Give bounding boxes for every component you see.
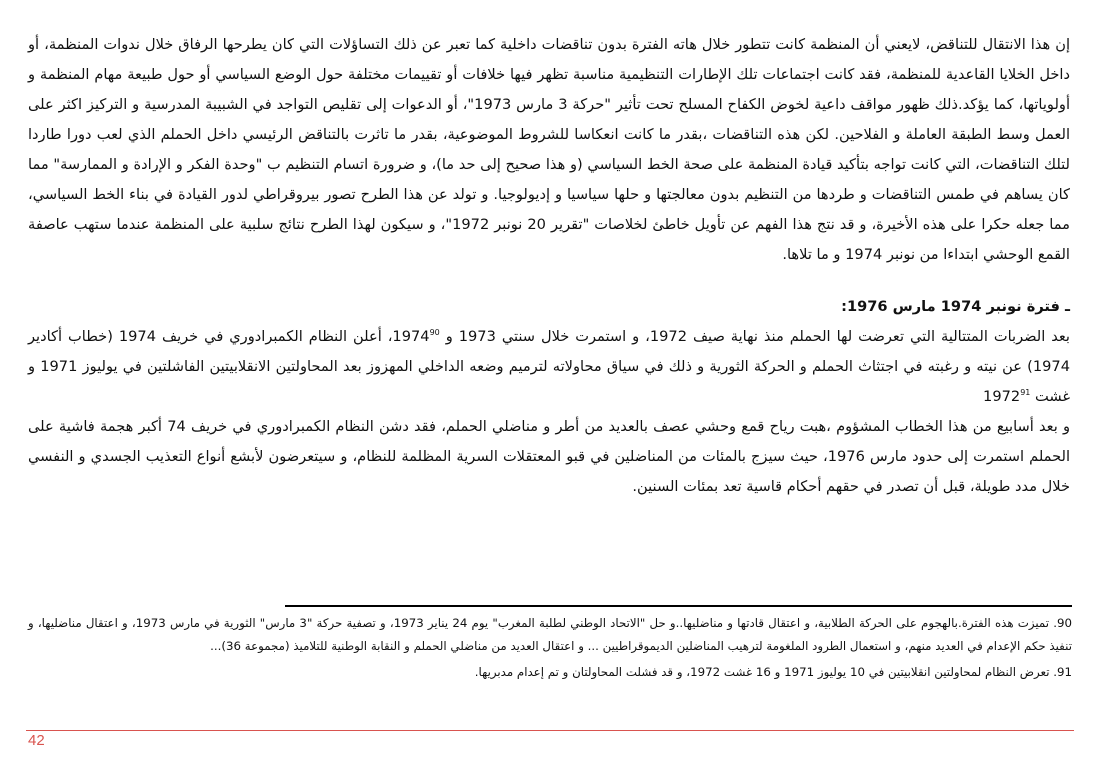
- body-text: [28, 30, 1070, 502]
- footnote: 90. تميزت هذه الفترة.بالهجوم على الحركة الطلابية، و اعتقال قادتها و مناضليها..و حل "الاتحاد الوطني لطلبة المغرب" يوم 24 يناير 1973، و تصفية حركة "3 مارس" الثورية في مارس 1973، و اعتقال مناضليها، و تنفيذ حكم الإعدام في العديد منهم، و استعمال الطرود الملغومة لترهيب المناضلين الديموقراطيين ... و اعتقال العديد من مناضلي الحملم و النقابة الوطنية للتلاميذ (مجموعة 36)...: [28, 616, 1072, 653]
- page-number: 42: [28, 732, 45, 749]
- footnote-ref[interactable]: 90: [429, 328, 440, 338]
- body-paragraph: [28, 322, 1070, 412]
- footnote-separator: [285, 605, 1072, 607]
- section-heading: ـ فترة نونبر 1974 مارس 1976:: [841, 298, 1070, 315]
- footnotes: [28, 612, 1072, 684]
- paragraph-text: بعد الضربات المتتالية التي تعرضت لها الحملم منذ نهاية صيف 1972، و استمرت خلال سنتي 1973 و 1974: [392, 328, 1070, 345]
- footer-rule: [26, 730, 1074, 731]
- body-paragraph: و بعد أسابيع من هذا الخطاب المشؤوم ،هبت رياح قمع وحشي عصف بالعديد من أطر و مناضلي الحملم، فقد دشن النظام الكمبرادوري في خريف 74 أكبر هجمة فاشية على الحملم استمرت إلى حدود مارس 1976، حيث سيزج بالمئات من المناضلين في قبو المعتقلات السرية المظلمة للنظام، و سيتعرضون لأبشع أنواع التعذيب الجسدي و النفسي خلال مدد طويلة، قبل أن تصدر في حقهم أحكام قاسية تعد بمئات السنين.: [28, 418, 1071, 495]
- body-paragraph: إن هذا الانتقال للتناقض، لايعني أن المنظمة كانت تتطور خلال هاته الفترة بدون تناقضات داخلية كما تعبر عن ذلك التساؤلات التي كان يطرحها الرفاق خلال ندوات المنظمة، أو داخل الخلايا القاعدية للمنظمة، فقد كانت اجتماعات تلك الإطارات التنظيمية مناسبة تظهر فيها خلافات أو تقييمات مختلفة حول الوضع السياسي أو حول طبيعة مهام المنظمة و أولوياتها، كما يؤكد.ذلك ظهور مواقف داعية لخوض الكفاح المسلح تحت تأثير "حركة 3 مارس 1973"، أو الدعوات إلى تقليص التواجد في الشبيبة المدرسية و التركيز اكثر على العمل وسط الطبقة العاملة و الفلاحين. لكن هذه التناقضات ،بقدر ما كانت انعكاسا للشروط الموضوعية، بقدر ما تاثرت بالتناقض الرئيسي داخل الحملم الذي لعب دورا طاردا لتلك التناقضات، التي كانت تواجه بتأكيد قيادة المنظمة على صحة الخط السياسي (و هذا صحيح إلى حد ما)، و ضرورة اتسام التنظيم ب "وحدة الفكر و الإرادة و الممارسة" مما كان يساهم في طمس التناقضات و طردها من التنظيم بدون معالجتها و حلها سياسيا و إديولوجيا. و تولد عن هذا الطرح تصور بيروقراطي لدور القيادة في بناء الخط السياسي، مما جعله حكرا على هذه الأخيرة، و قد نتج هذا الفهم عن تأويل خاطئ لخلاصات "تقرير 20 نونبر 1972"، و سيكون لهذا الطرح نتائج سلبية على المنظمة عندما ستهب عاصفة القمع الوحشي ابتداءا من نونبر 1974 و ما تلاها.: [28, 36, 1070, 263]
- paragraph-text: ، أعلن النظام الكمبرادوري في خريف 1974 (خطاب أكادير 1974) عن نيته و رغبته في اجتثاث الحملم و الحركة الثورية و ذلك في سياق محاولاته لترميم وضعه الداخلي المهزوز بعد المحاولتين الانقلابيتين الفاشلتين في يوليوز 1971 و غشت 1972: [28, 328, 1070, 405]
- footnote-ref[interactable]: 91: [1020, 388, 1031, 398]
- footnote: 91. تعرض النظام لمحاولتين انقلابيتين في 10 يوليوز 1971 و 16 غشت 1972، و قد فشلت المحاولتان و تم إعدام مدبريها.: [474, 665, 1072, 679]
